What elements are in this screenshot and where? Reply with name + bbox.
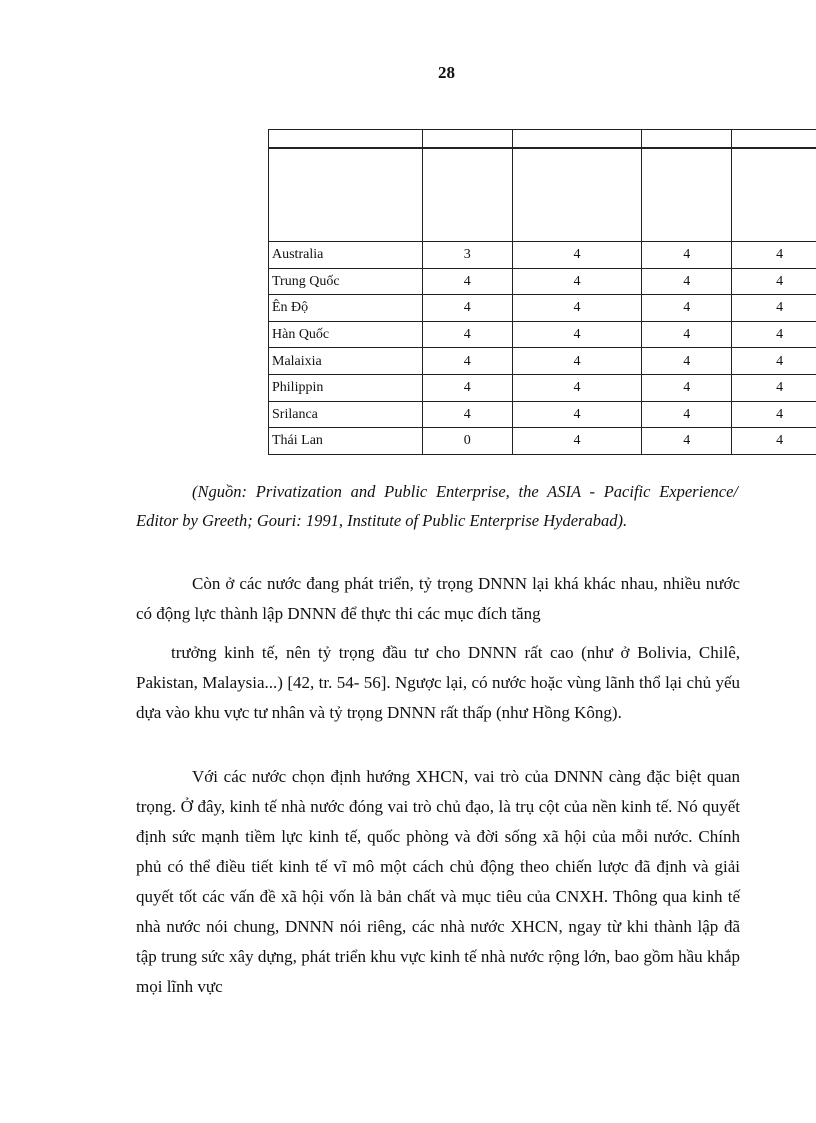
value-cell: 0	[422, 428, 512, 455]
table-row	[269, 401, 816, 428]
table-row	[269, 321, 816, 348]
paragraph-investment-ratio: trưởng kinh tế, nên tỷ trọng đầu tư cho DNNN rất cao (như ở Bolivia, Chilê, Pakistan, Malaysia...) [42, tr. 54- 56]. Ngược lại, có nước hoặc vùng lãnh thổ lại chủ yếu dựa vào khu vực tư nhân và tỷ trọng DNNN rất thấp (như Hồng Kông).	[136, 643, 740, 722]
table-header-row	[269, 130, 816, 149]
blank-cell	[269, 148, 423, 242]
country-cell: Australia	[269, 242, 423, 269]
value-cell: 4	[732, 242, 816, 269]
value-cell: 4	[732, 348, 816, 375]
country-cell: Srilanca	[269, 401, 423, 428]
header-cell	[642, 130, 732, 149]
blank-cell	[512, 148, 642, 242]
source-note: (Nguồn: Privatization and Public Enterprise, the ASIA - Pacific Experience/ Editor by Greeth; Gouri: 1991, Institute of Public Enterprise Hyderabad).	[136, 482, 738, 530]
value-cell: 4	[512, 428, 642, 455]
table-row	[269, 295, 816, 322]
value-cell: 4	[732, 321, 816, 348]
value-cell: 3	[422, 242, 512, 269]
value-cell: 4	[422, 268, 512, 295]
blank-cell	[642, 148, 732, 242]
value-cell: 4	[642, 321, 732, 348]
country-cell: Trung Quốc	[269, 268, 423, 295]
country-cell: Thái Lan	[269, 428, 423, 455]
value-cell: 4	[512, 374, 642, 401]
value-cell: 4	[512, 321, 642, 348]
country-cell: Malaixia	[269, 348, 423, 375]
value-cell: 4	[732, 268, 816, 295]
table-row	[269, 348, 816, 375]
paragraph-developing-countries: Còn ở các nước đang phát triển, tỷ trọng DNNN lại khá khác nhau, nhiều nước có động lực thành lập DNNN để thực thi các mục đích tăng	[136, 574, 740, 623]
country-cell: Philippin	[269, 374, 423, 401]
value-cell: 4	[732, 374, 816, 401]
value-cell: 4	[512, 348, 642, 375]
value-cell: 4	[422, 295, 512, 322]
value-cell: 4	[512, 401, 642, 428]
table-blank-row	[269, 148, 816, 242]
value-cell: 4	[642, 374, 732, 401]
header-cell	[269, 130, 423, 149]
page-number: 28	[438, 63, 455, 82]
value-cell: 4	[512, 268, 642, 295]
country-cell: Hàn Quốc	[269, 321, 423, 348]
value-cell: 4	[422, 348, 512, 375]
table-row	[269, 268, 816, 295]
paragraph-socialist-orientation: Với các nước chọn định hướng XHCN, vai trò của DNNN càng đặc biệt quan trọng. Ở đây, kinh tế nhà nước đóng vai trò chủ đạo, là trụ cột của nền kinh tế. Nó quyết định sức mạnh tiềm lực kinh tế, quốc phòng và đời sống xã hội của mỗi nước. Chính phủ có thể điều tiết kinh tế vĩ mô một cách chủ động theo chiến lược đã định và giải quyết tốt các vấn đề xã hội vốn là bản chất và mục tiêu của CNXH. Thông qua kinh tế nhà nước nói chung, DNNN nói riêng, các nhà nước XHCN, ngay từ khi thành lập đã tập trung sức xây dựng, phát triển khu vực kinh tế nhà nước rộng lớn, bao gồm hầu khắp mọi lĩnh vực	[136, 767, 740, 996]
value-cell: 4	[642, 428, 732, 455]
country-cell: Ên Độ	[269, 295, 423, 322]
value-cell: 4	[732, 428, 816, 455]
value-cell: 4	[642, 242, 732, 269]
value-cell: 4	[642, 295, 732, 322]
value-cell: 4	[422, 374, 512, 401]
table-row	[269, 374, 816, 401]
header-cell	[732, 130, 816, 149]
ratings-table-body	[269, 130, 816, 455]
value-cell: 4	[642, 401, 732, 428]
blank-cell	[732, 148, 816, 242]
table-row	[269, 428, 816, 455]
value-cell: 4	[642, 268, 732, 295]
value-cell: 4	[422, 321, 512, 348]
ratings-table	[268, 129, 816, 455]
value-cell: 4	[732, 295, 816, 322]
value-cell: 4	[642, 348, 732, 375]
value-cell: 4	[732, 401, 816, 428]
table-row	[269, 242, 816, 269]
header-cell	[422, 130, 512, 149]
blank-cell	[422, 148, 512, 242]
value-cell: 4	[512, 295, 642, 322]
value-cell: 4	[422, 401, 512, 428]
header-cell	[512, 130, 642, 149]
value-cell: 4	[512, 242, 642, 269]
